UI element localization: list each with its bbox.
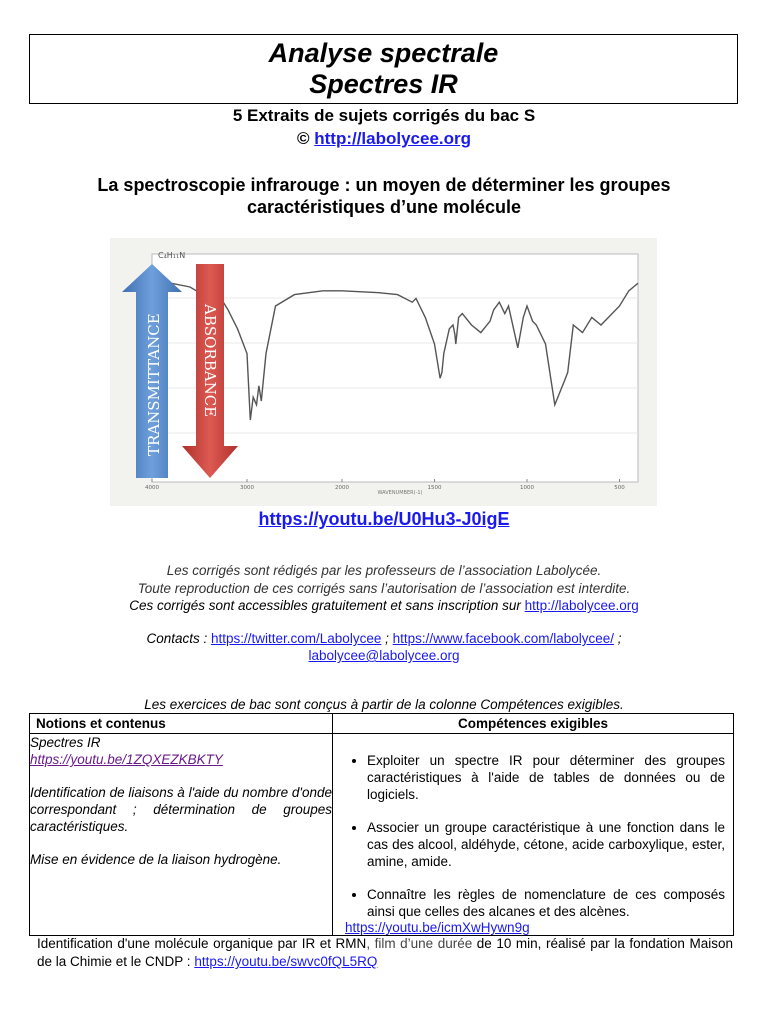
competence-item-1: • Exploiter un spectre IR pour déterminer des groupes caractéristiques à l'aide de tables de données ou de logiciels. xyxy=(367,752,725,803)
copyright-symbol: © xyxy=(296,129,310,148)
col-header-competences: Compétences exigibles xyxy=(333,714,734,734)
note-line-2: Toute reproduction de ces corrigés sans l’autorisation de l’association est interdite. xyxy=(137,581,631,596)
spectres-ir-text: Spectres IR xyxy=(30,735,101,750)
title-box xyxy=(29,34,738,104)
x-tick-label: 500 xyxy=(614,485,625,491)
ir-spectrum-figure xyxy=(110,238,657,506)
contacts-line xyxy=(0,630,768,647)
formula-label: C₄H₁₁N xyxy=(158,251,186,260)
title-line-2: Spectres IR xyxy=(309,69,458,99)
competences-table xyxy=(29,713,734,936)
x-tick-label: 3000 xyxy=(240,485,254,491)
contacts-separator-1: ; xyxy=(385,631,389,646)
col-header-notions: Notions et contenus xyxy=(30,714,333,734)
competence-item-2: • Associer un groupe caractéristique à une fonction dans le cas des alcool, aldéhyde, cétone, acide carboxylique, ester, amine, amide. xyxy=(367,819,725,870)
headline: La spectroscopie infrarouge : un moyen de déterminer les groupes caractéristiques d’une molécule xyxy=(97,175,671,217)
x-tick-label: 2000 xyxy=(335,485,349,491)
facebook-link[interactable]: https://www.facebook.com/labolycee/ xyxy=(392,631,614,646)
youtube-main-link[interactable]: https://youtu.be/U0Hu3-J0igE xyxy=(258,509,510,529)
contacts-separator-2: ; xyxy=(617,631,622,646)
spectres-ir-link[interactable]: https://youtu.be/1ZQXEZKBKTY xyxy=(30,752,223,767)
note-line-1: Les corrigés sont rédigés par les professeurs de l’association Labolycée. xyxy=(166,563,602,578)
absorbance-label: ABSORBANCE xyxy=(201,304,219,418)
video-link-line xyxy=(0,509,768,530)
x-axis-label: WAVENUMBER(-1) xyxy=(377,490,423,496)
table-header-row xyxy=(30,714,734,734)
competences-cell xyxy=(333,734,734,936)
identification-text: Identification de liaisons à l'aide du nombre d'onde correspondant ; détermination de groupes caractéristiques. xyxy=(30,785,332,834)
x-tick-label: 1000 xyxy=(520,485,534,491)
footer-part-3: de 10 min, réalisé par la fondation Maison de la Chimie et le CNDP : xyxy=(37,936,733,969)
note-line-3 xyxy=(0,597,768,614)
x-tick-label: 4000 xyxy=(145,485,159,491)
email-link[interactable]: labolycee@labolycee.org xyxy=(308,648,460,663)
email-line xyxy=(0,647,768,664)
x-tick-label: 1500 xyxy=(427,485,442,491)
transmittance-label: TRANSMITTANCE xyxy=(145,313,163,456)
competence-item-3: • Connaître les règles de nomenclature de ces composés ainsi que celles des alcanes et des alcènes. xyxy=(367,886,725,920)
contacts-label: Contacts : xyxy=(146,631,208,646)
competences-list xyxy=(333,752,733,920)
title-line-1: Analyse spectrale xyxy=(268,38,499,68)
footer-part-1: Identification d'une molécule organique par IR et RMN xyxy=(37,936,367,951)
table-intro: Les exercices de bac sont conçus à partir de la colonne Compétences exigibles. xyxy=(144,697,624,712)
nomenclature-video-link[interactable]: https://youtu.be/icmXwHywn9g xyxy=(345,920,530,935)
twitter-link[interactable]: https://twitter.com/Labolycee xyxy=(211,631,382,646)
notions-cell xyxy=(30,734,333,936)
note-line-3-text: Ces corrigés sont accessibles gratuitement et sans inscription sur xyxy=(129,598,521,613)
footer-video-link[interactable]: https://youtu.be/swvc0fQL5RQ xyxy=(194,954,378,969)
subtitle: 5 Extraits de sujets corrigés du bac S xyxy=(232,106,536,125)
footer-part-2: , film d’une durée xyxy=(366,936,473,951)
footer-text xyxy=(37,935,733,971)
table-row xyxy=(30,734,734,936)
liaison-hydrogene-text: Mise en évidence de la liaison hydrogène. xyxy=(30,852,282,867)
labolycee-note-link[interactable]: http://labolycee.org xyxy=(524,598,639,613)
labolycee-link[interactable]: http://labolycee.org xyxy=(314,129,472,148)
site-line xyxy=(0,129,768,149)
